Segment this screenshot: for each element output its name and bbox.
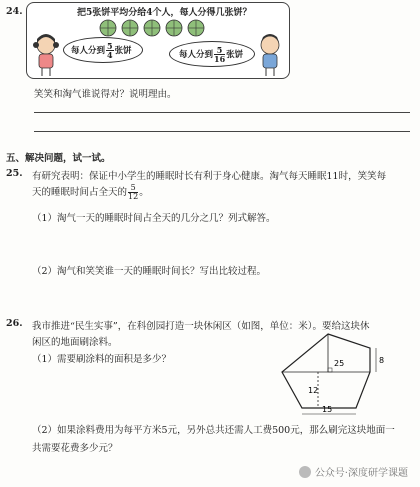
taoqi-pre: 每人分到: [179, 50, 214, 60]
q25-text-line2: [32, 184, 149, 201]
pie-icon-4: [166, 20, 182, 36]
xiaoxiao-fraction: [106, 42, 114, 59]
pie-icon-2: [122, 20, 138, 36]
taoqi-fraction: [214, 46, 225, 63]
q25-text-line1: 有研究表明：保证中小学生的睡眠时长有利于身心健康。淘气每天睡眠11时，笑笑每: [32, 171, 387, 182]
figure-label-right: 8: [379, 356, 385, 365]
xiaoxiao-post: 张饼: [114, 46, 132, 56]
q26-sub2-line1: （2）如果涂料费用为每平方米5元，另外总共还需人工费500元，那么刷完这块地面一: [32, 425, 395, 436]
pie-icon-3: [144, 20, 160, 36]
xiaoxiao-frac-den: 4: [107, 50, 113, 60]
q24-number: 24.: [6, 6, 23, 17]
q26-sub2-line2: 共需要花费多少元？: [32, 443, 118, 454]
wechat-icon: [299, 466, 311, 478]
taoqi-frac-num: 5: [214, 46, 225, 55]
q25-sub2: （2）淘气和笑笑谁一天的睡眠时间长？写出比较过程。: [32, 266, 267, 277]
answer-line-2: [34, 131, 410, 132]
watermark-text: 公众号·深度研学课题: [314, 468, 408, 479]
q24-title: 把5张饼平均分给4个人，每人分得几张饼？: [77, 8, 252, 18]
boy-character-icon: [255, 33, 285, 77]
watermark: [299, 464, 408, 479]
q24-picture-card: [26, 2, 290, 79]
q26-number: 26.: [6, 318, 23, 329]
girl-character-icon: [31, 33, 61, 77]
q25-fraction: [128, 184, 138, 201]
q25-sub1: （1）淘气一天的睡眠时间占全天的几分之几？列式解答。: [32, 213, 276, 224]
xiaoxiao-pre: 每人分到: [71, 46, 106, 56]
leisure-area-figure: [258, 330, 398, 420]
figure-label-bottom: 15: [322, 405, 333, 414]
pie-icon-5: [188, 20, 204, 36]
q25-number: 25.: [6, 168, 23, 179]
pie-icon-1: [100, 20, 116, 36]
figure-label-left: 12: [308, 386, 319, 395]
q26-text-line1: 我市推进“民生实事”，在科创园打造一块休闲区（如图，单位：米）。要给这块休: [32, 321, 370, 332]
q25-line2-pre: 天的睡眠时间占全天的: [32, 187, 128, 198]
q25-frac-den: 12: [128, 192, 139, 201]
q25-frac-num: 5: [128, 184, 138, 193]
xiaoxiao-frac-num: 5: [107, 41, 113, 51]
q24-question: 笑笑和淘气谁说得对？说明理由。: [34, 89, 177, 100]
figure-outline: [282, 334, 370, 408]
pie-icons: [99, 19, 209, 37]
taoqi-post: 张饼: [226, 50, 244, 60]
answer-line-1: [34, 112, 410, 113]
q26-sub1: （1）需要刷涂料的面积是多少？: [32, 354, 172, 365]
xiaoxiao-speech-text: [71, 42, 132, 59]
taoqi-speech-text: [179, 46, 243, 63]
figure-right-angle: [328, 368, 332, 372]
taoqi-frac-den: 16: [214, 54, 226, 64]
q25-line2-post: 。: [139, 187, 149, 198]
section5-title: 五、解决问题，试一试。: [6, 153, 111, 164]
q26-text-line2: 闲区的地面刷涂料。: [32, 337, 118, 348]
figure-label-top: 25: [334, 359, 345, 368]
